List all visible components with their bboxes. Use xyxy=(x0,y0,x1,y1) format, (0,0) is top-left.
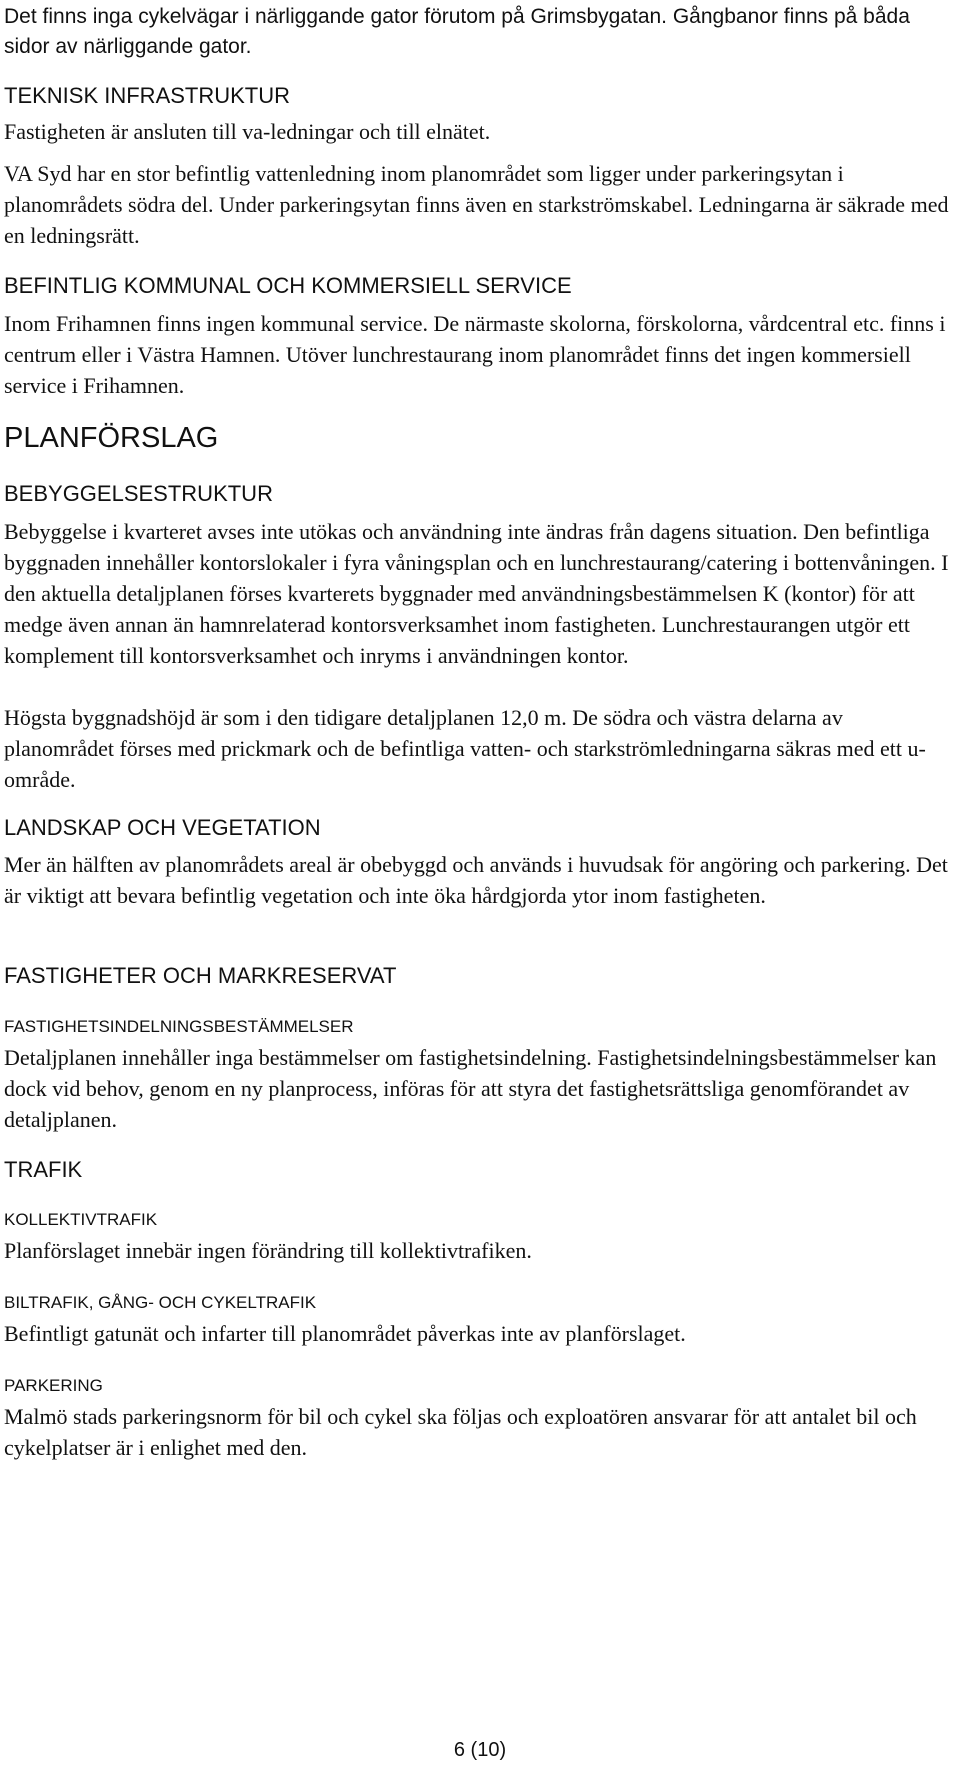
section-heading-trafik: TRAFIK xyxy=(4,1157,83,1182)
chapter-heading-planforslag: PLANFÖRSLAG xyxy=(4,422,219,454)
page-number: 6 (10) xyxy=(453,1739,507,1761)
paragraph-landskap: Mer än hälften av planområdets areal är obebyggd och används i huvudsak för angöring och parkering. Det är viktigt att bevara befintlig vegetation och inte öka hårdgjorda ytor inom fastigheten. xyxy=(4,852,948,908)
paragraph-service: Inom Frihamnen finns ingen kommunal service. De närmaste skolorna, förskolorna, vårdcentral etc. finns i centrum eller i Västra Hamnen. Utöver lunchrestaurang inom planområdet finns det ingen kommersiell service i Frihamnen. xyxy=(4,311,946,398)
subheading-parkering: PARKERING xyxy=(4,1376,103,1395)
section-heading-service: BEFINTLIG KOMMUNAL OCH KOMMERSIELL SERVICE xyxy=(4,273,572,298)
subheading-fastighetsindelning: FASTIGHETSINDELNINGSBESTÄMMELSER xyxy=(4,1017,354,1036)
subheading-biltrafik: BILTRAFIK, GÅNG- OCH CYKELTRAFIK xyxy=(4,1293,317,1312)
paragraph-kollektivtrafik: Planförslaget innebär ingen förändring till kollektivtrafiken. xyxy=(4,1238,532,1263)
paragraph-teknisk-1: Fastigheten är ansluten till va-ledningar och till elnätet. xyxy=(4,119,491,144)
paragraph-biltrafik: Befintligt gatunät och infarter till planområdet påverkas inte av planförslaget. xyxy=(4,1321,686,1346)
paragraph-bebyggelse-2: Högsta byggnadshöjd är som i den tidigare detaljplanen 12,0 m. De södra och västra delarna av planområdet förses med prickmark och de befintliga vatten- och starkströmledningarna säkras med ett u-område. xyxy=(4,705,926,792)
section-heading-landskap: LANDSKAP OCH VEGETATION xyxy=(4,815,321,840)
paragraph-teknisk-2: VA Syd har en stor befintlig vattenledning inom planområdet som ligger under parkeringsytan i planområdets södra del. Under parkeringsytan finns även en starkströmskabel. Ledningarna är säkrade med en ledningsrätt. xyxy=(4,161,949,248)
paragraph-parkering: Malmö stads parkeringsnorm för bil och cykel ska följas och exploatören ansvarar för att antalet bil och cykelplatser är i enlighet med den. xyxy=(4,1404,917,1460)
intro-paragraph: Det finns inga cykelvägar i närliggande gator förutom på Grimsbygatan. Gångbanor finns på båda sidor av närliggande gator. xyxy=(4,5,910,58)
section-heading-bebyggelse: BEBYGGELSESTRUKTUR xyxy=(4,481,273,506)
paragraph-fastigheter: Detaljplanen innehåller inga bestämmelser om fastighetsindelning. Fastighetsindelningsbestämmelser kan dock vid behov, genom en ny planprocess, införas för att styra det fastighetsrättsliga genomförandet av detaljplanen. xyxy=(4,1045,937,1132)
section-heading-teknisk: TEKNISK INFRASTRUKTUR xyxy=(4,83,291,108)
section-heading-fastigheter: FASTIGHETER OCH MARKRESERVAT xyxy=(4,963,397,988)
subheading-kollektivtrafik: KOLLEKTIVTRAFIK xyxy=(4,1210,158,1229)
paragraph-bebyggelse-1: Bebyggelse i kvarteret avses inte utökas och användning inte ändras från dagens situation. Den befintliga byggnaden innehåller kontorslokaler i fyra våningsplan och en lunchrestaurang/catering i bottenvåningen. I den aktuella detaljplanen förses kvarterets byggnader med användningsbestämmelsen K (kontor) för att medge även annan än hamnrelaterad kontorsverksamhet inom fastigheten. Lunchrestaurangen utgör ett komplement till kontorsverksamhet och inryms i användningen kontor. xyxy=(4,519,949,668)
